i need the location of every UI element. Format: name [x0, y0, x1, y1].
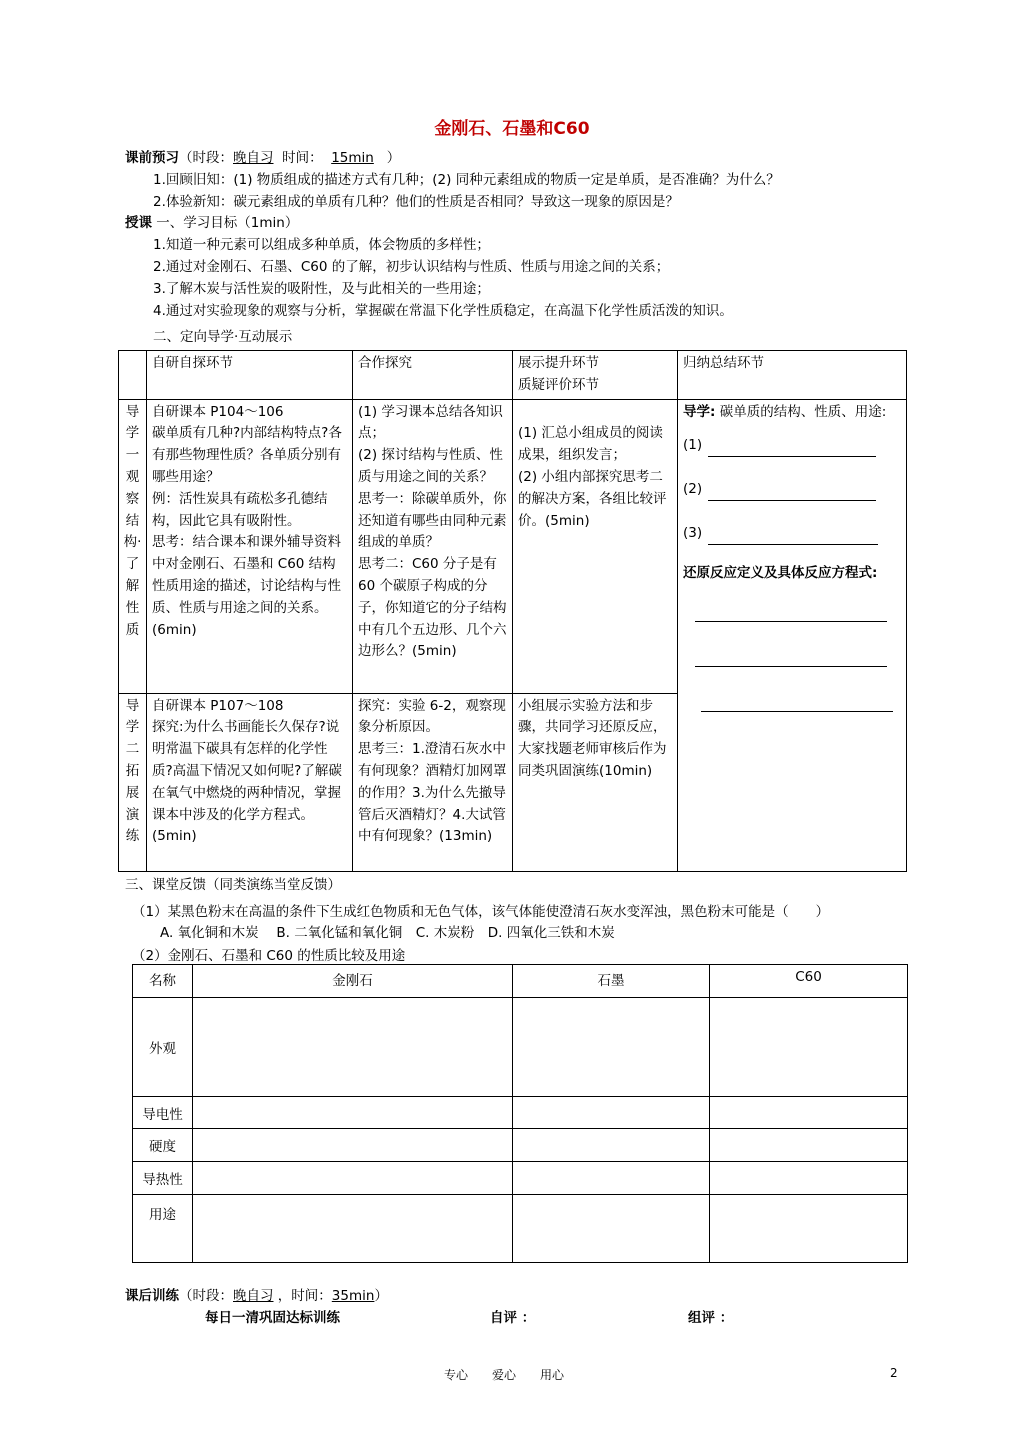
preview-item-1: 1.回顾旧知：(1) 物质组成的描述方式有几种；(2) 同种元素组成的物质一定是单质，是否准确？为什么？ — [153, 172, 780, 188]
page-number: 2 — [890, 1366, 898, 1380]
footer-motto: 专心 爱心 用心 — [444, 1368, 565, 1382]
cell-diamond-conductivity[interactable] — [193, 1097, 513, 1129]
feedback-question-2: （2）金刚石、石墨和 C60 的性质比较及用途 — [132, 948, 406, 964]
answer-line — [708, 526, 878, 545]
homework-period: 晚自习 — [233, 1288, 274, 1304]
cell-diamond-thermal[interactable] — [193, 1162, 513, 1195]
homework-label: 课后训练 — [125, 1288, 179, 1304]
table2-header-diamond: 金刚石 — [193, 965, 513, 998]
cell-graphite-thermal[interactable] — [513, 1162, 710, 1195]
preview-time-suffix: ） — [386, 150, 401, 166]
answer-line — [701, 693, 893, 712]
row1-display: (1) 汇总小组成员的阅读成果，组织发言； (2) 小组内部探究思考二的解决方案，各组比较评价。(5min) — [513, 399, 678, 693]
summary-item-3: (3) — [683, 524, 703, 541]
summary-blank-3 — [683, 523, 901, 545]
homework-duration: 35min — [331, 1288, 375, 1304]
table1-header-3: 展示提升环节 质疑评价环节 — [513, 351, 678, 400]
preview-period: 晚自习 — [233, 150, 274, 166]
group-evaluation: 组评 ： — [688, 1310, 734, 1326]
cell-graphite-hardness[interactable] — [513, 1129, 710, 1162]
redox-title: 还原反应定义及具体反应方程式: — [683, 564, 878, 581]
goal-1: 1.知道一种元素可以组成多种单质，体会物质的多样性； — [153, 237, 490, 253]
cell-c60-appearance[interactable] — [710, 998, 908, 1097]
row-label-conductivity: 导电性 — [133, 1097, 193, 1129]
table1-row-1 — [119, 399, 907, 693]
comparison-table — [132, 964, 908, 1263]
row1-self-study: 自研课本 P104～106 碳单质有几种?内部结构特点?各有那些物理性质？各单质分别有哪些用途？ 例：活性炭具有疏松多孔德结构，因此它具有吸附性。 思考：结合课本和课外辅导资料中对金刚石、石墨和 C60 结构性质用途的描述，讨论结构与性质、性质与用途之间的关系。(6min) — [147, 399, 353, 693]
feedback-q1-options: A. 氧化铜和木炭 B. 二氧化锰和氧化铜 C. 木炭粉 D. 四氧化三铁和木炭 — [160, 925, 615, 941]
guided-learning-table — [118, 350, 907, 872]
row1-cooperative: (1) 学习课本总结各知识点； (2) 探讨结构与性质、性质与用途之间的关系？ 思考一：除碳单质外，你还知道有哪些由同种元素组成的单质？ 思考二：C60 分子是有 60 个碳原子构成的分子，你知道它的分子结构中有几个五边形、几个六边形么？(5min) — [353, 399, 513, 693]
row2-cooperative: 探究：实验 6-2，观察现象分析原因。 思考三：1.澄清石灰水中有何现象？酒精灯加网罩的作用？3.为什么先撤导管后灭酒精灯？4.大试管中有何现象？(13min) — [353, 693, 513, 871]
row-label-uses: 用途 — [133, 1195, 193, 1263]
preview-label: 课前预习 — [125, 150, 179, 166]
cell-graphite-appearance[interactable] — [513, 998, 710, 1097]
feedback-heading: 三、课堂反馈（同类演练当堂反馈） — [125, 877, 341, 893]
answer-line — [708, 438, 876, 457]
homework-time-suffix: ） — [374, 1288, 388, 1304]
table1-corner — [119, 351, 147, 400]
section2-heading: 二、定向导学·互动展示 — [153, 329, 293, 345]
table1-header-4: 归纳总结环节 — [678, 351, 907, 400]
table2-header-name: 名称 — [133, 965, 193, 998]
preview-duration: 15min — [331, 150, 374, 166]
table2-row-appearance — [133, 998, 908, 1097]
lecture-line — [125, 211, 298, 231]
cell-diamond-appearance[interactable] — [193, 998, 513, 1097]
summary-heading — [683, 402, 901, 424]
cell-diamond-uses[interactable] — [193, 1195, 513, 1263]
table1-header-1: 自研自探环节 — [147, 351, 353, 400]
summary-text: 碳单质的结构、性质、用途: — [719, 403, 887, 420]
cell-graphite-uses[interactable] — [513, 1195, 710, 1263]
table2-row-conductivity — [133, 1097, 908, 1129]
answer-line — [708, 482, 876, 501]
summary-item-2: (2) — [683, 481, 703, 498]
preview-time-mid: 时间： — [282, 150, 323, 166]
summary-item-1: (1) — [683, 437, 703, 454]
self-evaluation: 自评 ： — [490, 1310, 536, 1326]
row1-side-label: 导学一观察结构·了解性质 — [119, 399, 147, 693]
summary-blank-1 — [683, 435, 901, 457]
row-label-hardness: 硬度 — [133, 1129, 193, 1162]
table2-header-graphite: 石墨 — [513, 965, 710, 998]
answer-line — [695, 648, 887, 667]
preview-line — [125, 146, 400, 166]
homework-line — [125, 1284, 388, 1304]
cell-c60-uses[interactable] — [710, 1195, 908, 1263]
table2-header-row — [133, 965, 908, 998]
cell-c60-conductivity[interactable] — [710, 1097, 908, 1129]
table1-header-row — [119, 351, 907, 400]
table2-header-c60: C60 — [710, 965, 908, 998]
preview-time-prefix: （时段： — [179, 150, 233, 166]
cell-c60-hardness[interactable] — [710, 1129, 908, 1162]
table2-row-uses — [133, 1195, 908, 1263]
page-title: 金刚石、石墨和C60 — [434, 119, 590, 139]
table1-header-2: 合作探究 — [353, 351, 513, 400]
summary-blank-2 — [683, 479, 901, 501]
row-label-thermal: 导热性 — [133, 1162, 193, 1195]
summary-title: 导学: — [683, 403, 716, 420]
goal-3: 3.了解木炭与活性炭的吸附性，及与此相关的一些用途； — [153, 281, 490, 297]
table2-row-thermal — [133, 1162, 908, 1195]
goal-2: 2.通过对金刚石、石墨、C60 的了解，初步认识结构与性质、性质与用途之间的关系； — [153, 259, 670, 275]
summary-cell — [678, 399, 907, 871]
homework-time-prefix: （时段： — [179, 1288, 233, 1304]
daily-training: 每日一清巩固达标训练 — [205, 1310, 340, 1326]
answer-line — [695, 603, 887, 622]
cell-c60-thermal[interactable] — [710, 1162, 908, 1195]
goal-heading: 一、学习目标（1min） — [156, 215, 299, 231]
row-label-appearance: 外观 — [133, 998, 193, 1097]
row2-side-label: 导学二拓展演练 — [119, 693, 147, 871]
preview-item-2: 2.体验新知：碳元素组成的单质有几种？他们的性质是否相同？导致这一现象的原因是？ — [153, 194, 679, 210]
lecture-label: 授课 — [125, 215, 152, 231]
feedback-question-1: （1）某黑色粉末在高温的条件下生成红色物质和无色气体，该气体能使澄清石灰水变浑浊，黑色粉末可能是（ ） — [132, 904, 830, 920]
goal-4: 4.通过对实验现象的观察与分析，掌握碳在常温下化学性质稳定，在高温下化学性质活泼的知识。 — [153, 303, 733, 319]
row2-self-study: 自研课本 P107～108 探究:为什么书画能长久保存?说明常温下碳具有怎样的化学性质?高温下情况又如何呢?了解碳在氧气中燃烧的两种情况，掌握课本中涉及的化学方程式。(5min) — [147, 693, 353, 871]
row2-display: 小组展示实验方法和步骤，共同学习还原反应，大家找题老师审核后作为同类巩固演练(10min) — [513, 693, 678, 871]
cell-graphite-conductivity[interactable] — [513, 1097, 710, 1129]
cell-diamond-hardness[interactable] — [193, 1129, 513, 1162]
table2-row-hardness — [133, 1129, 908, 1162]
homework-time-mid: ，时间： — [277, 1288, 332, 1304]
